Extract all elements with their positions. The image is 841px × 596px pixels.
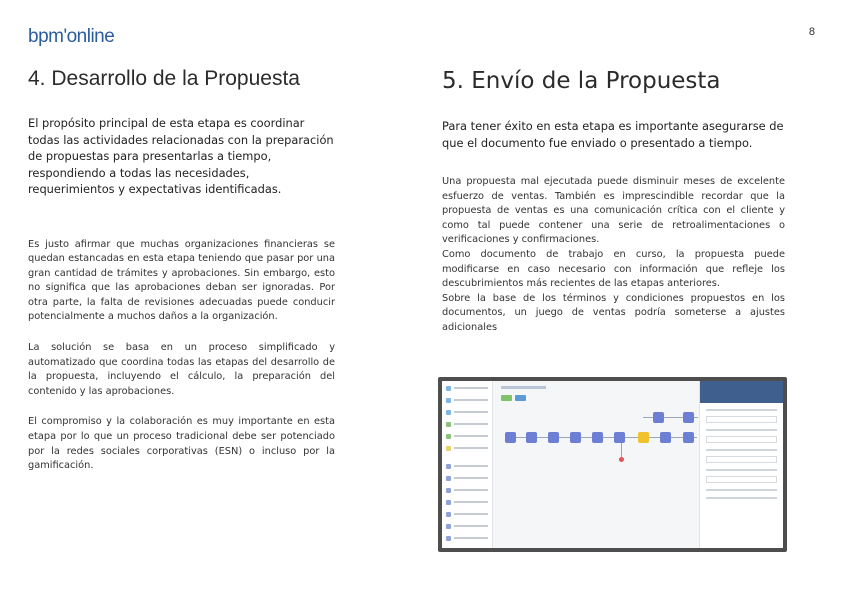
heading-proposal-development: 4. Desarrollo de la Propuesta [28, 67, 300, 90]
screenshot-diagram [493, 381, 700, 548]
paragraph: Sobre la base de los términos y condiciones propuestos en los documentos, un juego de ventas podría someterse a ajustes adicionales [442, 292, 785, 333]
logo [28, 26, 114, 48]
screenshot-sidebar [442, 381, 493, 548]
logo-text: bpm'online [28, 26, 115, 47]
screenshot-properties-panel [699, 381, 783, 548]
lead-proposal-development: El propósito principal de esta etapa es coordinar todas las actividades relacionadas con la preparación de propuestas para presentarlas a tiempo, respondiendo a todas las necesidades, requerimientos y expectativas identificadas. [28, 116, 334, 196]
paragraph: El compromiso y la colaboración es muy importante en esta etapa por lo que un proceso tradicional debe ser potenciado por la redes sociales corporativas (ESN) o incluso por la gamificación. [28, 416, 335, 472]
section-proposal-development [28, 66, 335, 474]
paragraph: Es justo afirmar que muchas organizaciones financieras se quedan estancadas en esta etapa teniendo que pasar por una gran cantidad de trámites y aprobaciones. Sin embargo, esto no significa que las aprobaciones deban ser ignoradas. Por otra parte, la falta de revisiones adecuadas puede conducir potencialmente a muchos daños a la organización. [28, 238, 335, 323]
lead-proposal-submission: Para tener éxito en esta etapa es importante asegurarse de que el documento fue enviado o presentado a tiempo. [442, 119, 784, 150]
section-proposal-submission [442, 66, 785, 336]
page-number: 8 [808, 26, 815, 38]
paragraph: La solución se basa en un proceso simplificado y automatizado que coordina todas las etapas del desarrollo de la propuesta, incluyendo el cálculo, la preparación del contenido y las aprobaciones. [28, 342, 335, 397]
paragraph: Como documento de trabajo en curso, la propuesta puede modificarse en caso necesario con información que refleje los descubrimientos más recientes de las etapas anteriores. [442, 248, 785, 290]
paragraph: Una propuesta mal ejecutada puede disminuir meses de excelente esfuerzo de ventas. También es imprescindible recordar que la propuesta de ventas es una comunicación crítica con el cliente y como tal puede contener una serie de retroalimentaciones o verificaciones y confirmaciones. [442, 176, 785, 246]
heading-proposal-submission: 5. Envío de la Propuesta [442, 68, 721, 94]
process-designer-screenshot [438, 377, 787, 552]
body-block [442, 175, 785, 336]
screenshot-canvas [442, 381, 783, 548]
